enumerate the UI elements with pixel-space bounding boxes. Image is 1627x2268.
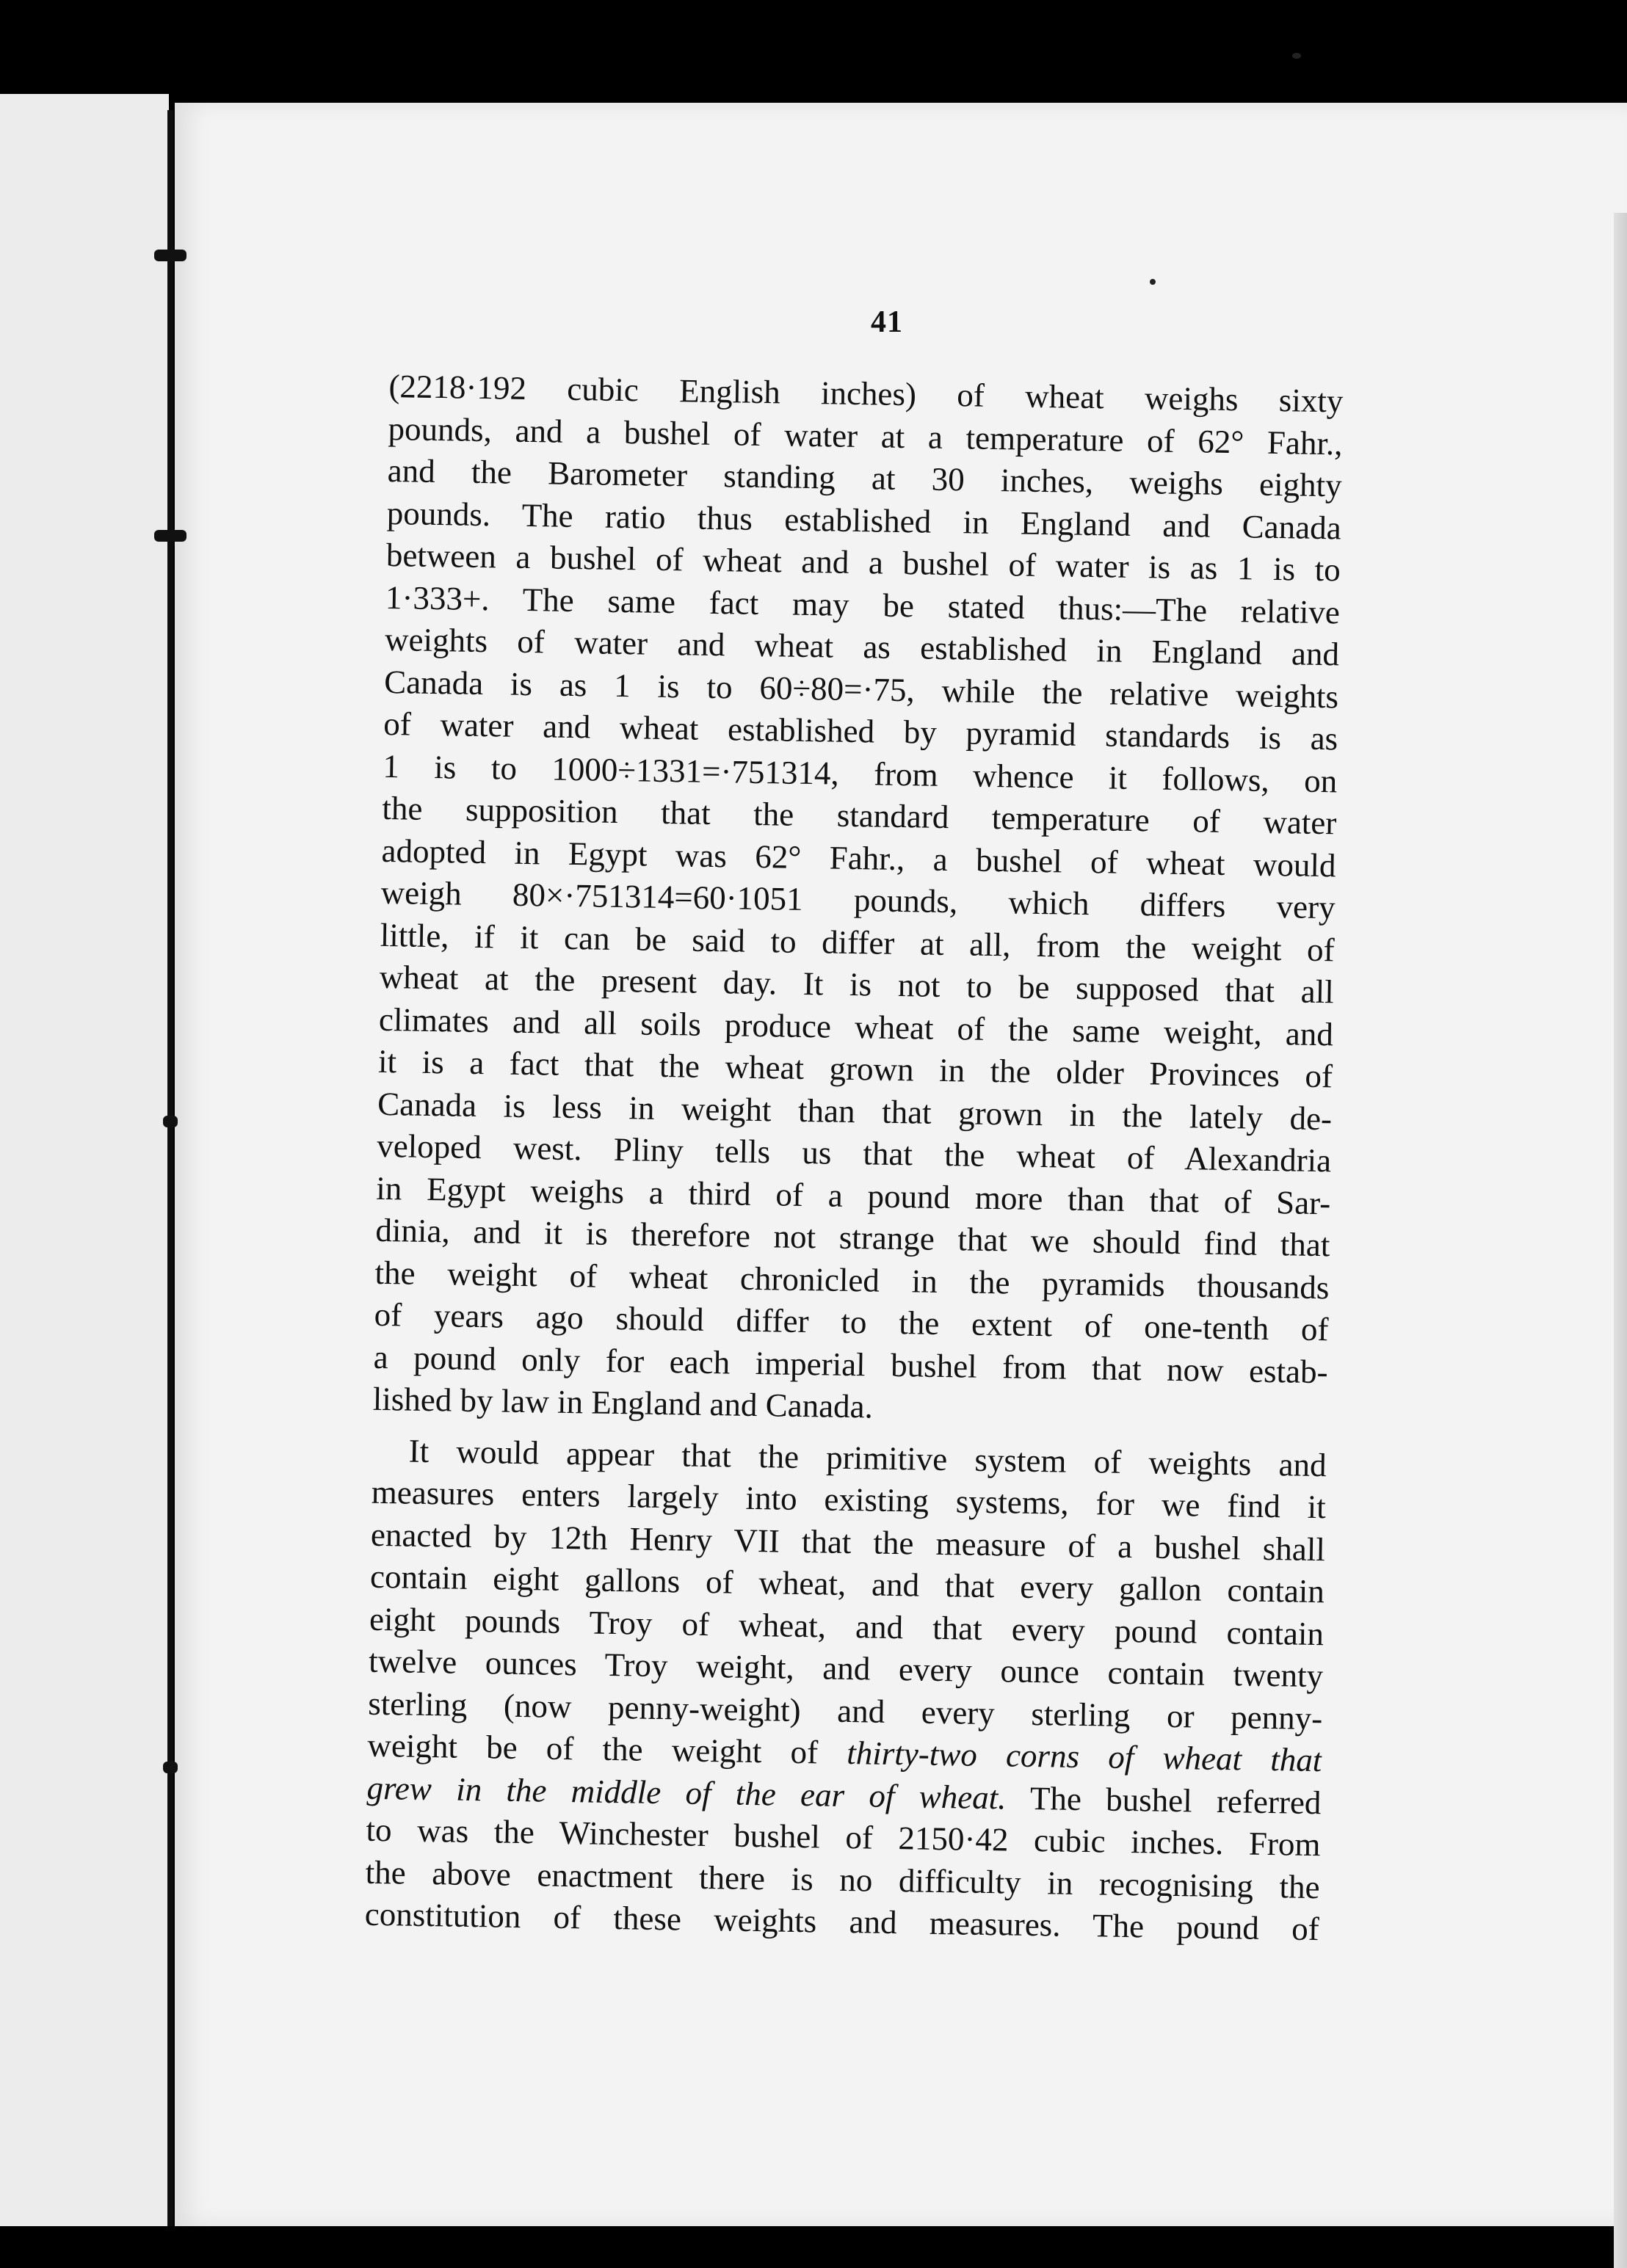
text-line: weights of water and wheat as established in England and: [384, 620, 1340, 673]
text-line: measures enters largely into existing systems, for we find it: [371, 1473, 1327, 1526]
text-line: a pound only for each imperial bushel from that now estab-: [373, 1338, 1329, 1390]
binding-clip-mark: [163, 1116, 178, 1127]
text-line: It would appear that the primitive system of weights and: [408, 1432, 1327, 1483]
text-line: weigh 80×·751314=60·1051 pounds, which differs very: [380, 873, 1336, 926]
binding-clip-mark: [154, 250, 186, 261]
text-line: the supposition that the standard temperature of water: [382, 789, 1337, 842]
text-line: the above enactment there is no difficulty in recognising the: [365, 1853, 1320, 1905]
text-line: adopted in Egypt was 62° Fahr., a bushel of wheat would: [381, 832, 1336, 884]
text-line: the weight of wheat chronicled in the pyramids thousands: [374, 1254, 1330, 1306]
text-line: pounds. The ratio thus established in England and Canada: [386, 494, 1342, 546]
text-line: of years ago should differ to the extent of one-tenth of: [374, 1295, 1329, 1348]
dust-speck: [1292, 53, 1301, 59]
text-line: constitution of these weights and measures. The pound of: [364, 1895, 1320, 1948]
text-line: sterling (now penny-weight) and every sterling or penny-: [367, 1684, 1323, 1737]
text-line: 1 is to 1000÷1331=·751314, from whence it follows, on: [383, 747, 1338, 799]
facing-page-edge: [0, 94, 169, 2226]
binding-clip-mark: [163, 1762, 178, 1773]
text-line: veloped west. Pliny tells us that the wheat of Alexandria: [376, 1127, 1332, 1180]
italic-run: grew in the middle of the ear of wheat.: [366, 1769, 1007, 1816]
text-line: wheat at the present day. It is not to be supposed that all: [379, 958, 1335, 1011]
text-line: little, if it can be said to differ at all, from the weight of: [380, 916, 1336, 968]
text-line: eight pounds Troy of wheat, and that every pound contain: [369, 1600, 1325, 1652]
text-line: enacted by 12th Henry VII that the measure of a bushel shall: [370, 1516, 1326, 1568]
binding-clip-mark: [154, 530, 186, 542]
text-line: climates and all soils produce wheat of the same weight, and: [378, 1000, 1334, 1053]
text-run: weight be of the weight of: [367, 1726, 847, 1772]
body-text: [364, 366, 1343, 1951]
text-line: Canada is less in weight than that grown in the lately de-: [377, 1085, 1333, 1137]
text-line: between a bushel of wheat and a bushel of water is as 1 is to: [385, 536, 1341, 589]
text-line: dinia, and it is therefore not strange that we should find that: [375, 1211, 1330, 1264]
italic-run: thirty-two corns of wheat that: [846, 1734, 1322, 1779]
text-run: The bushel referred: [1006, 1778, 1322, 1821]
dust-speck: [1150, 279, 1156, 285]
text-line: and the Barometer standing at 30 inches, weighs eighty: [387, 451, 1342, 504]
text-line: Canada is as 1 is to 60÷80=·75, while the relative weights: [383, 663, 1339, 715]
text-line: 1·333+. The same fact may be stated thus:—The relative: [385, 578, 1341, 630]
page-number: 41: [871, 305, 903, 339]
text-line: twelve ounces Troy weight, and every ounce contain twenty: [368, 1642, 1324, 1695]
text-line: to was the Winchester bushel of 2150·42 cubic inches. From: [366, 1811, 1321, 1864]
text-line: pounds, and a bushel of water at a temperature of 62° Fahr.,: [388, 410, 1343, 462]
text-line: contain eight gallons of wheat, and that every gallon contain: [369, 1558, 1325, 1610]
binding-gutter: [167, 110, 173, 2226]
text-line: it is a fact that the wheat grown in the older Provinces of: [377, 1042, 1333, 1095]
text-line: (2218·192 cubic English inches) of wheat weighs sixty: [388, 367, 1344, 420]
page-right-edge: [1614, 213, 1627, 2268]
text-line: lished by law in England and Canada.: [372, 1380, 874, 1425]
text-line: of water and wheat established by pyramid standards is as: [383, 705, 1338, 757]
text-line: in Egypt weighs a third of a pound more than that of Sar-: [376, 1169, 1331, 1221]
